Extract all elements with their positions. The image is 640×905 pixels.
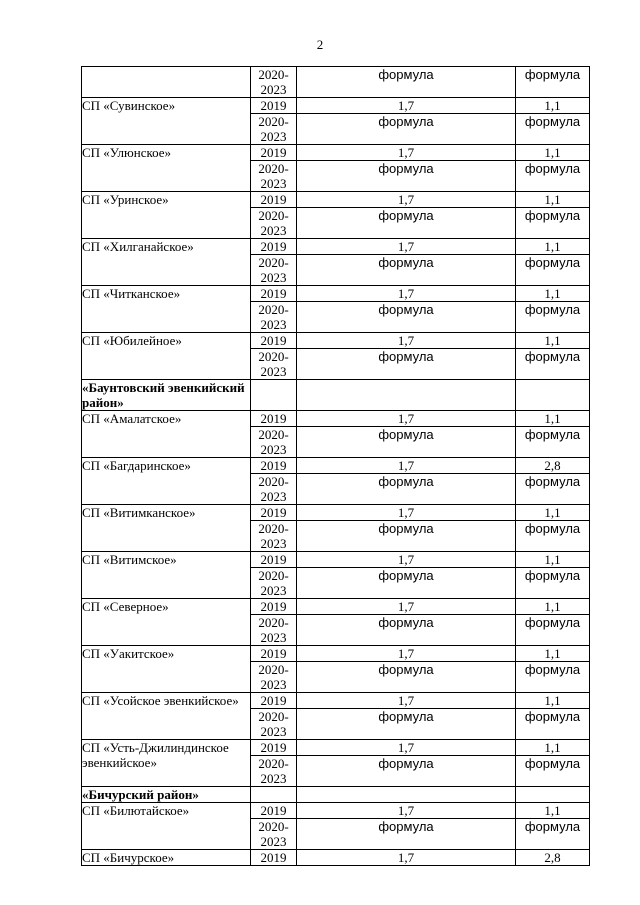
settlement-name: СП «Билютайское» (82, 803, 251, 850)
year-cell: 2020-2023 (251, 114, 297, 145)
table-row (82, 646, 590, 662)
settlement-name: СП «Багдаринское» (82, 458, 251, 505)
table-row (82, 458, 590, 474)
value-cell: 1,1 (516, 803, 590, 819)
district-row (82, 787, 590, 803)
year-cell: 2020-2023 (251, 568, 297, 599)
year-cell: 2019 (251, 145, 297, 161)
year-cell: 2020-2023 (251, 255, 297, 286)
settlement-name: СП «Уринское» (82, 192, 251, 239)
value-cell: 1,7 (297, 850, 516, 866)
coefficient-table (81, 66, 590, 866)
settlement-name: СП «Амалатское» (82, 411, 251, 458)
value-cell: 1,7 (297, 552, 516, 568)
formula-cell: формула (516, 756, 590, 787)
formula-cell: формула (516, 161, 590, 192)
value-cell: 1,7 (297, 145, 516, 161)
year-cell: 2020-2023 (251, 819, 297, 850)
empty-cell (516, 787, 590, 803)
empty-cell (251, 380, 297, 411)
value-cell: 1,7 (297, 192, 516, 208)
year-cell: 2019 (251, 192, 297, 208)
formula-cell: формула (516, 427, 590, 458)
empty-cell (251, 787, 297, 803)
year-cell: 2020-2023 (251, 615, 297, 646)
settlement-name: СП «Юбилейное» (82, 333, 251, 380)
value-cell: 1,7 (297, 411, 516, 427)
year-cell: 2019 (251, 411, 297, 427)
year-cell: 2019 (251, 850, 297, 866)
settlement-name: СП «Витимское» (82, 552, 251, 599)
table-row (82, 145, 590, 161)
district-name: «Бичурский район» (82, 787, 251, 803)
year-cell: 2019 (251, 552, 297, 568)
formula-cell: формула (297, 302, 516, 333)
formula-cell: формула (516, 568, 590, 599)
settlement-name: СП «Уакитское» (82, 646, 251, 693)
value-cell: 1,1 (516, 411, 590, 427)
year-cell: 2019 (251, 693, 297, 709)
formula-cell: формула (516, 67, 590, 98)
formula-cell: формула (297, 615, 516, 646)
district-name: «Баунтовский эвенкийский район» (82, 380, 251, 411)
year-cell: 2020-2023 (251, 67, 297, 98)
value-cell: 1,7 (297, 803, 516, 819)
formula-cell: формула (297, 474, 516, 505)
formula-cell: формула (297, 255, 516, 286)
year-cell: 2020-2023 (251, 349, 297, 380)
formula-cell: формула (297, 67, 516, 98)
settlement-name: СП «Витимканское» (82, 505, 251, 552)
year-cell: 2019 (251, 333, 297, 349)
year-cell: 2020-2023 (251, 662, 297, 693)
year-cell: 2020-2023 (251, 521, 297, 552)
formula-cell: формула (297, 427, 516, 458)
table-row (82, 505, 590, 521)
formula-cell: формула (516, 662, 590, 693)
year-cell: 2020-2023 (251, 208, 297, 239)
year-cell: 2019 (251, 458, 297, 474)
table-row (82, 803, 590, 819)
table-row (82, 740, 590, 756)
table-row (82, 67, 590, 98)
table-row (82, 192, 590, 208)
formula-cell: формула (516, 255, 590, 286)
year-cell: 2019 (251, 740, 297, 756)
value-cell: 1,1 (516, 693, 590, 709)
settlement-name: СП «Хилганайское» (82, 239, 251, 286)
value-cell: 1,7 (297, 286, 516, 302)
value-cell: 1,7 (297, 693, 516, 709)
year-cell: 2020-2023 (251, 427, 297, 458)
settlement-name: СП «Усть-Джилиндинское эвенкийское» (82, 740, 251, 787)
name-cell (82, 67, 251, 98)
year-cell: 2020-2023 (251, 709, 297, 740)
settlement-name: СП «Улюнское» (82, 145, 251, 192)
formula-cell: формула (516, 349, 590, 380)
district-row (82, 380, 590, 411)
value-cell: 1,7 (297, 646, 516, 662)
value-cell: 1,1 (516, 740, 590, 756)
settlement-name: СП «Бичурское» (82, 850, 251, 866)
formula-cell: формула (516, 114, 590, 145)
year-cell: 2020-2023 (251, 161, 297, 192)
settlement-name: СП «Северное» (82, 599, 251, 646)
table-row (82, 98, 590, 114)
year-cell: 2019 (251, 599, 297, 615)
table-row (82, 333, 590, 349)
value-cell: 2,8 (516, 458, 590, 474)
value-cell: 1,7 (297, 239, 516, 255)
year-cell: 2020-2023 (251, 474, 297, 505)
table-row (82, 411, 590, 427)
formula-cell: формула (516, 819, 590, 850)
formula-cell: формула (297, 208, 516, 239)
table-row (82, 552, 590, 568)
formula-cell: формула (297, 521, 516, 552)
empty-cell (297, 380, 516, 411)
formula-cell: формула (297, 662, 516, 693)
formula-cell: формула (297, 568, 516, 599)
formula-cell: формула (516, 302, 590, 333)
value-cell: 1,1 (516, 239, 590, 255)
table-row (82, 693, 590, 709)
value-cell: 2,8 (516, 850, 590, 866)
formula-cell: формула (516, 474, 590, 505)
formula-cell: формула (297, 349, 516, 380)
formula-cell: формула (297, 161, 516, 192)
settlement-name: СП «Читканское» (82, 286, 251, 333)
empty-cell (516, 380, 590, 411)
value-cell: 1,1 (516, 286, 590, 302)
settlement-name: СП «Усойское эвенкийское» (82, 693, 251, 740)
year-cell: 2019 (251, 98, 297, 114)
value-cell: 1,7 (297, 599, 516, 615)
settlement-name: СП «Сувинское» (82, 98, 251, 145)
year-cell: 2019 (251, 646, 297, 662)
formula-cell: формула (516, 615, 590, 646)
value-cell: 1,7 (297, 333, 516, 349)
formula-cell: формула (516, 709, 590, 740)
table-row (82, 286, 590, 302)
value-cell: 1,1 (516, 192, 590, 208)
year-cell: 2020-2023 (251, 756, 297, 787)
formula-cell: формула (516, 521, 590, 552)
value-cell: 1,7 (297, 505, 516, 521)
formula-cell: формула (297, 709, 516, 740)
value-cell: 1,1 (516, 98, 590, 114)
value-cell: 1,7 (297, 740, 516, 756)
value-cell: 1,1 (516, 599, 590, 615)
empty-cell (297, 787, 516, 803)
value-cell: 1,7 (297, 98, 516, 114)
year-cell: 2020-2023 (251, 302, 297, 333)
value-cell: 1,7 (297, 458, 516, 474)
formula-cell: формула (297, 756, 516, 787)
formula-cell: формула (297, 819, 516, 850)
year-cell: 2019 (251, 803, 297, 819)
value-cell: 1,1 (516, 552, 590, 568)
table-row (82, 599, 590, 615)
year-cell: 2019 (251, 286, 297, 302)
formula-cell: формула (297, 114, 516, 145)
page-number: 2 (316, 37, 324, 52)
value-cell: 1,1 (516, 333, 590, 349)
value-cell: 1,1 (516, 505, 590, 521)
year-cell: 2019 (251, 505, 297, 521)
table-row (82, 850, 590, 866)
value-cell: 1,1 (516, 646, 590, 662)
table-row (82, 239, 590, 255)
value-cell: 1,1 (516, 145, 590, 161)
formula-cell: формула (516, 208, 590, 239)
year-cell: 2019 (251, 239, 297, 255)
